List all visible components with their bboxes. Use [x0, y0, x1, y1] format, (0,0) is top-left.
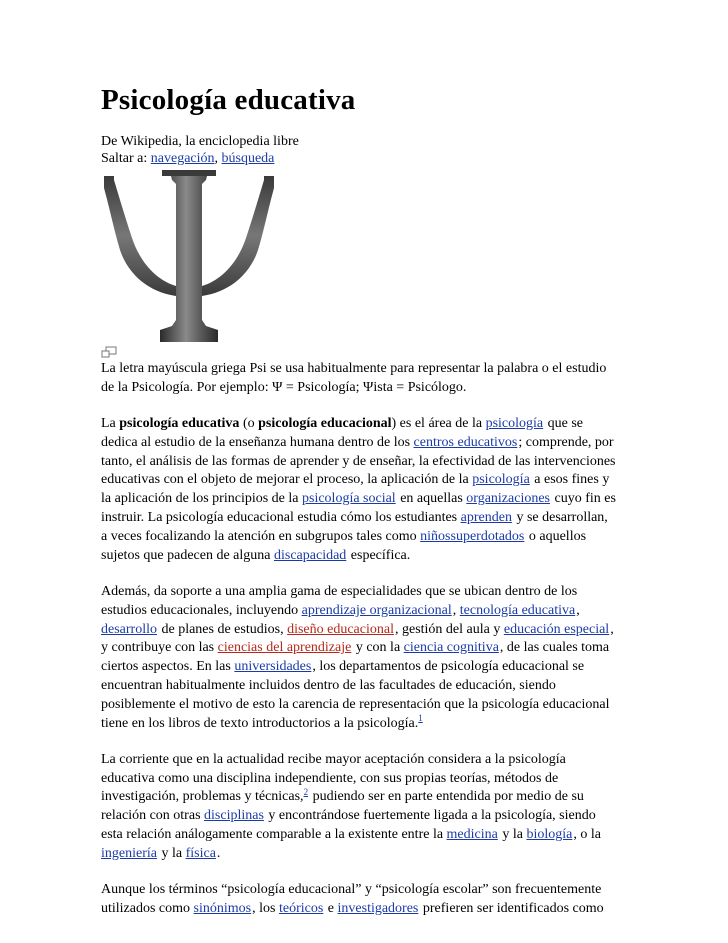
link-medicina[interactable]: medicina	[446, 827, 498, 843]
link-desarrollo[interactable]: desarrollo	[101, 621, 157, 637]
magnify-clip-icon[interactable]	[101, 346, 117, 358]
discipline-paragraph: La corriente que en la actualidad recibe mayor aceptación considera a la psicología educativa como una disciplina independiente, con sus propias teorías, métodos de investigación, problemas y técnicas,$^2$ pudiendo ser en parte entendida por medio de su relación con otras disciplinas y encontrándose fuertemente ligada a la psicología, siendo esta relación análogamente comparable a la existente entre la medicina y la biología, o la ingeniería y la física.	[101, 751, 601, 861]
link-psicologia-2[interactable]: psicología	[472, 472, 530, 488]
specialties-paragraph: Además, da soporte a una amplia gama de especialidades que se ubican dentro de los estudios educacionales, incluyendo aprendizaje organizacional, tecnología educativa, desarrollo de planes de estudios, diseño educacional, gestión del aula y educación especial, y contribuye con las ciencias del aprendizaje y con la ciencia cognitiva, de las cuales toma ciertos aspectos. En las universidades, los departamentos de psicología educacional se encuentran habitualmente incluidos dentro de las facultades de educación, siendo posiblemente el motivo de esto la carencia de representación que la psicología educacional tiene en los libros de texto introductorios a la psicología.$^1$	[101, 583, 614, 731]
jump-links: Saltar a: navegación, búsqueda	[101, 151, 275, 166]
image-caption: La letra mayúscula griega Psi se usa habitualmente para representar la palabra o el estudio de la Psicología. Por ejemplo: Ψ = Psicología; Ψista = Psicólogo.	[101, 361, 607, 395]
terms-paragraph: Aunque los términos “psicología educacional” y “psicología escolar” son frecuentemente utilizados como sinónimos, los teóricos e investigadores prefieren ser identificados como	[101, 882, 604, 916]
link-psicologia[interactable]: psicología	[485, 416, 544, 432]
link-superdotados[interactable]: niñossuperdotados	[420, 528, 525, 544]
link-universidades[interactable]: universidades	[234, 659, 312, 675]
link-disciplinas[interactable]: disciplinas	[204, 808, 264, 824]
footnote-ref-1[interactable]: 1	[418, 712, 423, 723]
link-teoricos[interactable]: teóricos	[278, 900, 324, 916]
link-ciencias-del-aprendizaje[interactable]: ciencias del aprendizaje	[217, 640, 352, 656]
link-fisica[interactable]: física	[185, 845, 216, 861]
link-sinonimos[interactable]: sinónimos	[193, 900, 252, 916]
footnote-ref-2[interactable]: 2	[303, 786, 309, 797]
link-organizaciones[interactable]: organizaciones	[466, 491, 551, 507]
link-discapacidad[interactable]: discapacidad	[274, 547, 347, 563]
link-ingenieria[interactable]: ingeniería	[101, 845, 157, 861]
link-psicologia-social[interactable]: psicología social	[302, 491, 396, 507]
link-diseno-educacional[interactable]: diseño educacional	[287, 621, 394, 637]
navigation-link[interactable]: navegación	[150, 151, 215, 166]
link-aprenden[interactable]: aprenden	[460, 510, 512, 526]
page-title: Psicología educativa	[101, 84, 356, 116]
site-subtitle: De Wikipedia, la enciclopedia libre	[101, 134, 299, 149]
psi-symbol-image[interactable]	[96, 170, 282, 346]
link-investigadores[interactable]: investigadores	[337, 900, 419, 916]
link-educacion-especial[interactable]: educación especial	[503, 621, 610, 637]
search-link[interactable]: búsqueda	[221, 151, 275, 166]
link-centros-educativos[interactable]: centros educativos	[413, 434, 518, 450]
article-text	[101, 360, 641, 936]
link-biologia[interactable]: biología	[526, 827, 573, 843]
intro-paragraph: La psicología educativa (o psicología educacional) es el área de la psicología que se dedica al estudio de la enseñanza humana dentro de los centros educativos; comprende, por tanto, el análisis de las formas de aprender y de enseñar, la efectividad de las intervenciones educativas con el objeto de mejorar el proceso, la aplicación de la psicología a esos fines y la aplicación de los principios de la psicología social en aquellas organizaciones cuyo fin es instruir. La psicología educacional estudia cómo los estudiantes aprenden y se desarrollan, a veces focalizando la atención en subgrupos tales como niñossuperdotados o aquellos sujetos que padecen de alguna discapacidad específica.	[101, 416, 616, 563]
page-meta	[101, 133, 299, 167]
link-tecnologia-educativa[interactable]: tecnología educativa	[459, 602, 576, 618]
link-aprendizaje-organizacional[interactable]: aprendizaje organizacional	[301, 602, 452, 618]
link-ciencia-cognitiva[interactable]: ciencia cognitiva	[403, 640, 499, 656]
